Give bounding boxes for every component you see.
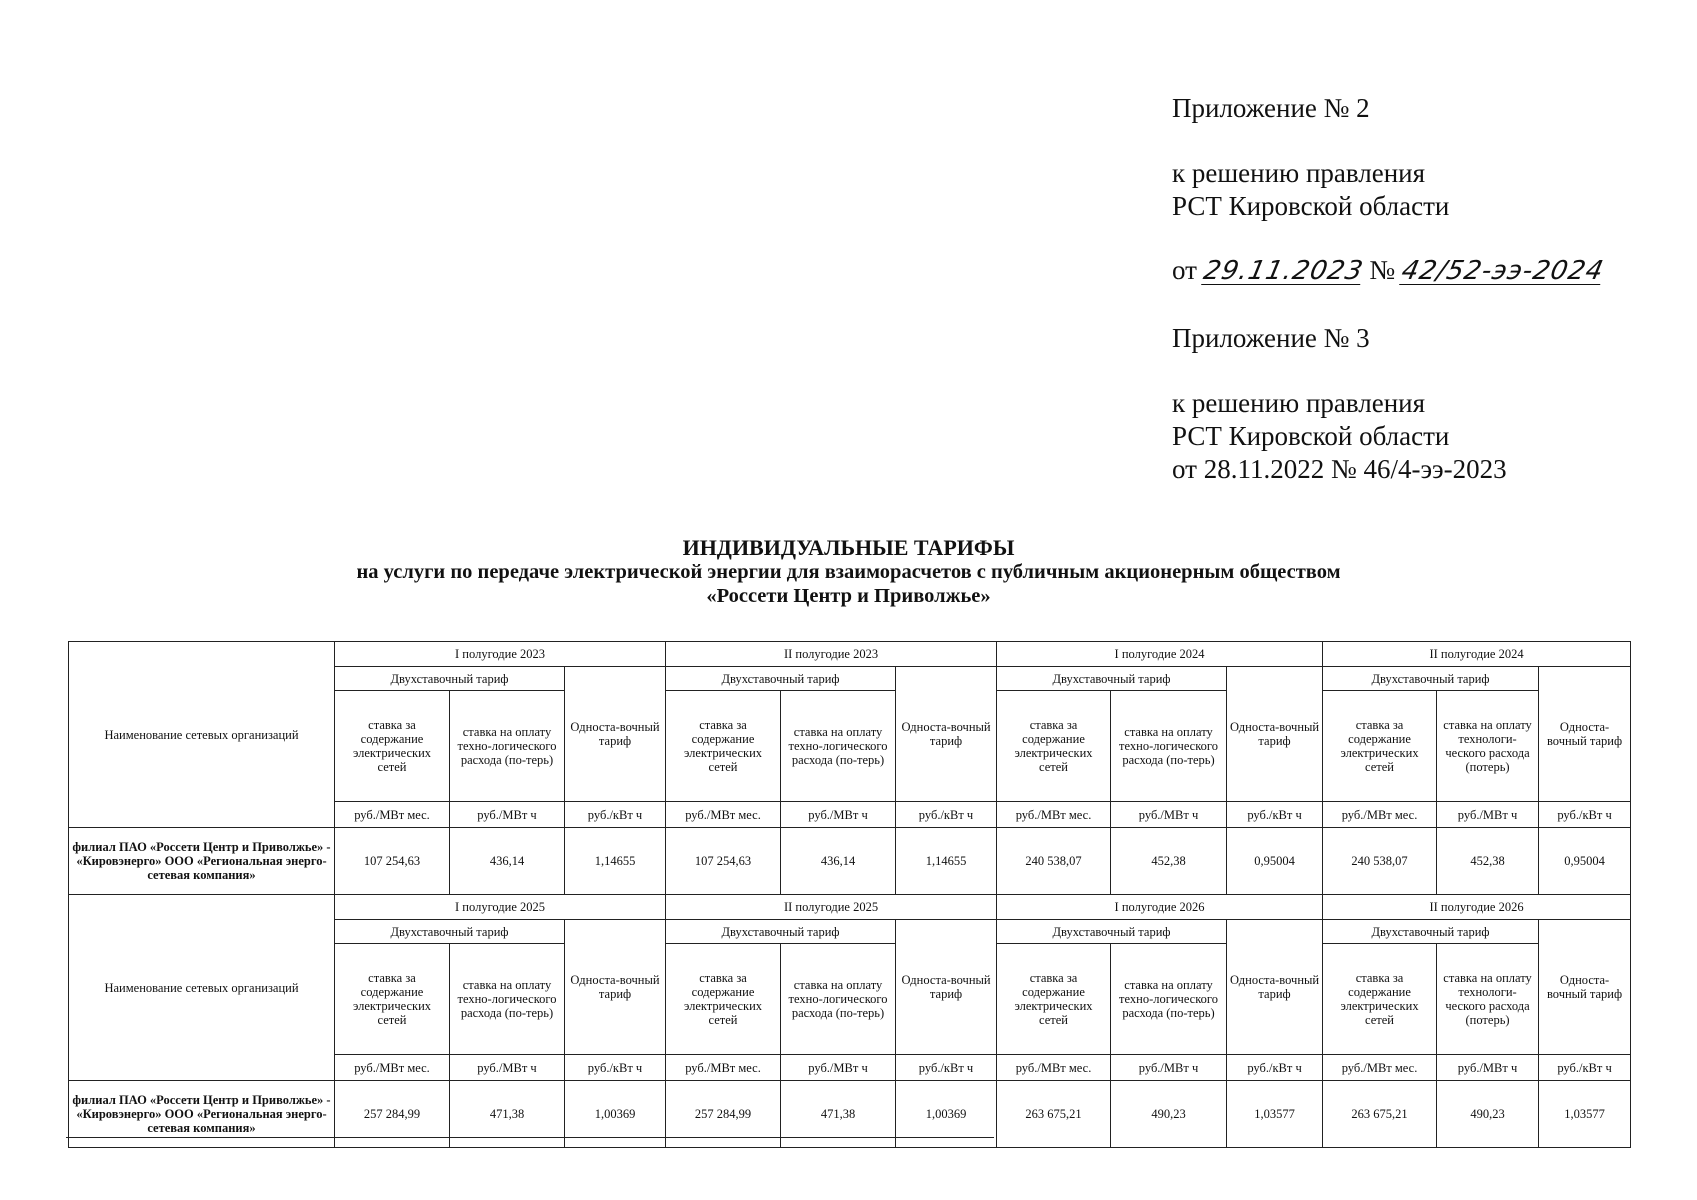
- unit-cell: руб./кВт ч: [565, 802, 666, 828]
- title-line-3: «Россети Центр и Приволжье»: [706, 585, 991, 607]
- unit-cell: руб./МВт ч: [450, 1055, 565, 1081]
- value-cell: 107 254,63: [666, 828, 781, 895]
- handwritten-number: 42/52-ээ-2024: [1398, 256, 1607, 286]
- unit-cell: руб./МВт мес.: [335, 802, 450, 828]
- two-rate-header: Двухставочный тариф: [1323, 920, 1539, 944]
- value-cell: 436,14: [781, 828, 896, 895]
- org-name-cell: филиал ПАО «Россети Центр и Приволжье» - «Кировэнерго» ООО «Региональная энерго-сетевая компания»: [69, 1081, 335, 1148]
- decision-reference: [1172, 157, 1449, 223]
- maintenance-rate-header: ставка за содержание электрических сетей: [666, 944, 781, 1055]
- decision-3-line-1: к решению правления: [1172, 388, 1426, 418]
- unit-cell: руб./кВт ч: [896, 1055, 997, 1081]
- bottom-divider: [66, 1137, 994, 1138]
- unit-cell: руб./МВт мес.: [1323, 1055, 1437, 1081]
- maintenance-rate-header: ставка за содержание электрических сетей: [997, 691, 1111, 802]
- unit-cell: руб./кВт ч: [896, 802, 997, 828]
- maintenance-rate-header: ставка за содержание электрических сетей: [1323, 944, 1437, 1055]
- number-sign: №: [1369, 255, 1396, 285]
- single-rate-header: Односта-вочный тариф: [896, 920, 997, 1055]
- org-name-cell: филиал ПАО «Россети Центр и Приволжье» - «Кировэнерго» ООО «Региональная энерго-сетевая компания»: [69, 828, 335, 895]
- unit-cell: руб./МВт мес.: [666, 802, 781, 828]
- decision-3-line-3: от 28.11.2022 № 46/4-ээ-2023: [1172, 454, 1507, 484]
- value-cell: 490,23: [1437, 1081, 1539, 1148]
- value-cell: 1,00369: [565, 1081, 666, 1148]
- maintenance-rate-header: ставка за содержание электрических сетей: [997, 944, 1111, 1055]
- maintenance-rate-header: ставка за содержание электрических сетей: [335, 944, 450, 1055]
- period-header: I полугодие 2025: [335, 895, 666, 920]
- value-cell: 452,38: [1111, 828, 1227, 895]
- unit-cell: руб./МВт ч: [1111, 1055, 1227, 1081]
- two-rate-header: Двухставочный тариф: [997, 920, 1227, 944]
- unit-cell: руб./МВт ч: [450, 802, 565, 828]
- single-rate-header: Односта-вочный тариф: [896, 667, 997, 802]
- decision-3-reference: [1172, 387, 1507, 486]
- two-rate-header: Двухставочный тариф: [666, 667, 896, 691]
- unit-cell: руб./кВт ч: [1539, 1055, 1631, 1081]
- maintenance-rate-header: ставка за содержание электрических сетей: [335, 691, 450, 802]
- block2-period-row: [69, 895, 1631, 920]
- block1-value-row: [69, 828, 1631, 895]
- appendix-3-header: [1172, 322, 1370, 355]
- handwritten-date: 29.11.2023: [1200, 256, 1366, 286]
- two-rate-header: Двухставочный тариф: [335, 667, 565, 691]
- unit-cell: руб./МВт ч: [1111, 802, 1227, 828]
- loss-rate-header: ставка на оплату техно-логического расхода (по-терь): [1111, 691, 1227, 802]
- value-cell: 1,03577: [1539, 1081, 1631, 1148]
- value-cell: 490,23: [1111, 1081, 1227, 1148]
- decision-line-2: РСТ Кировской области: [1172, 191, 1450, 221]
- single-rate-header: Односта-вочный тариф: [1539, 920, 1631, 1055]
- unit-cell: руб./МВт мес.: [1323, 802, 1437, 828]
- unit-cell: руб./МВт мес.: [666, 1055, 781, 1081]
- title-line-2: на услуги по передаче электрической энергии для взаиморасчетов с публичным акционерным обществом: [356, 561, 1341, 583]
- loss-rate-header: ставка на оплату техно-логического расхода (по-терь): [450, 691, 565, 802]
- single-rate-header: Односта-вочный тариф: [1227, 920, 1323, 1055]
- tariff-table: [68, 641, 1631, 1148]
- two-rate-header: Двухставочный тариф: [335, 920, 565, 944]
- loss-rate-header: ставка на оплату техно-логического расхода (по-терь): [1111, 944, 1227, 1055]
- value-cell: 1,14655: [896, 828, 997, 895]
- single-rate-header: Односта-вочный тариф: [565, 667, 666, 802]
- period-header: II полугодие 2026: [1323, 895, 1631, 920]
- value-cell: 0,95004: [1539, 828, 1631, 895]
- value-cell: 263 675,21: [997, 1081, 1111, 1148]
- value-cell: 1,00369: [896, 1081, 997, 1148]
- value-cell: 107 254,63: [335, 828, 450, 895]
- unit-cell: руб./кВт ч: [1227, 802, 1323, 828]
- period-header: II полугодие 2024: [1323, 642, 1631, 667]
- document-title: [0, 536, 1697, 608]
- period-header: II полугодие 2025: [666, 895, 997, 920]
- value-cell: 1,03577: [1227, 1081, 1323, 1148]
- unit-cell: руб./кВт ч: [1539, 802, 1631, 828]
- value-cell: 263 675,21: [1323, 1081, 1437, 1148]
- decision-date-number: [1172, 254, 1607, 287]
- value-cell: 240 538,07: [1323, 828, 1437, 895]
- two-rate-header: Двухставочный тариф: [666, 920, 896, 944]
- value-cell: 471,38: [781, 1081, 896, 1148]
- maintenance-rate-header: ставка за содержание электрических сетей: [1323, 691, 1437, 802]
- unit-cell: руб./МВт мес.: [997, 802, 1111, 828]
- unit-cell: руб./МВт мес.: [335, 1055, 450, 1081]
- value-cell: 436,14: [450, 828, 565, 895]
- org-name-header: Наименование сетевых организаций: [69, 895, 335, 1081]
- maintenance-rate-header: ставка за содержание электрических сетей: [666, 691, 781, 802]
- from-prefix: от: [1172, 255, 1197, 285]
- unit-cell: руб./кВт ч: [1227, 1055, 1323, 1081]
- period-header: I полугодие 2024: [997, 642, 1323, 667]
- two-rate-header: Двухставочный тариф: [997, 667, 1227, 691]
- value-cell: 240 538,07: [997, 828, 1111, 895]
- appendix-3-label: Приложение № 3: [1172, 323, 1370, 353]
- value-cell: 452,38: [1437, 828, 1539, 895]
- two-rate-header: Двухставочный тариф: [1323, 667, 1539, 691]
- loss-rate-header: ставка на оплату технологи-ческого расхода (потерь): [1437, 691, 1539, 802]
- loss-rate-header: ставка на оплату техно-логического расхода (по-терь): [781, 691, 896, 802]
- decision-line-1: к решению правления: [1172, 158, 1426, 188]
- unit-cell: руб./МВт ч: [781, 1055, 896, 1081]
- period-header: I полугодие 2026: [997, 895, 1323, 920]
- unit-cell: руб./МВт ч: [1437, 802, 1539, 828]
- decision-3-line-2: РСТ Кировской области: [1172, 421, 1450, 451]
- value-cell: 257 284,99: [335, 1081, 450, 1148]
- block1-period-row: [69, 642, 1631, 667]
- unit-cell: руб./МВт ч: [781, 802, 896, 828]
- loss-rate-header: ставка на оплату техно-логического расхода (по-терь): [781, 944, 896, 1055]
- loss-rate-header: ставка на оплату технологи-ческого расхода (потерь): [1437, 944, 1539, 1055]
- period-header: II полугодие 2023: [666, 642, 997, 667]
- value-cell: 1,14655: [565, 828, 666, 895]
- loss-rate-header: ставка на оплату техно-логического расхода (по-терь): [450, 944, 565, 1055]
- value-cell: 471,38: [450, 1081, 565, 1148]
- unit-cell: руб./кВт ч: [565, 1055, 666, 1081]
- appendix-2-label: Приложение № 2: [1172, 93, 1370, 123]
- value-cell: 257 284,99: [666, 1081, 781, 1148]
- unit-cell: руб./МВт ч: [1437, 1055, 1539, 1081]
- title-line-1: ИНДИВИДУАЛЬНЫЕ ТАРИФЫ: [682, 535, 1015, 560]
- single-rate-header: Односта-вочный тариф: [565, 920, 666, 1055]
- org-name-header: Наименование сетевых организаций: [69, 642, 335, 828]
- single-rate-header: Односта-вочный тариф: [1227, 667, 1323, 802]
- appendix-header: [1172, 92, 1370, 125]
- unit-cell: руб./МВт мес.: [997, 1055, 1111, 1081]
- period-header: I полугодие 2023: [335, 642, 666, 667]
- value-cell: 0,95004: [1227, 828, 1323, 895]
- single-rate-header: Односта-вочный тариф: [1539, 667, 1631, 802]
